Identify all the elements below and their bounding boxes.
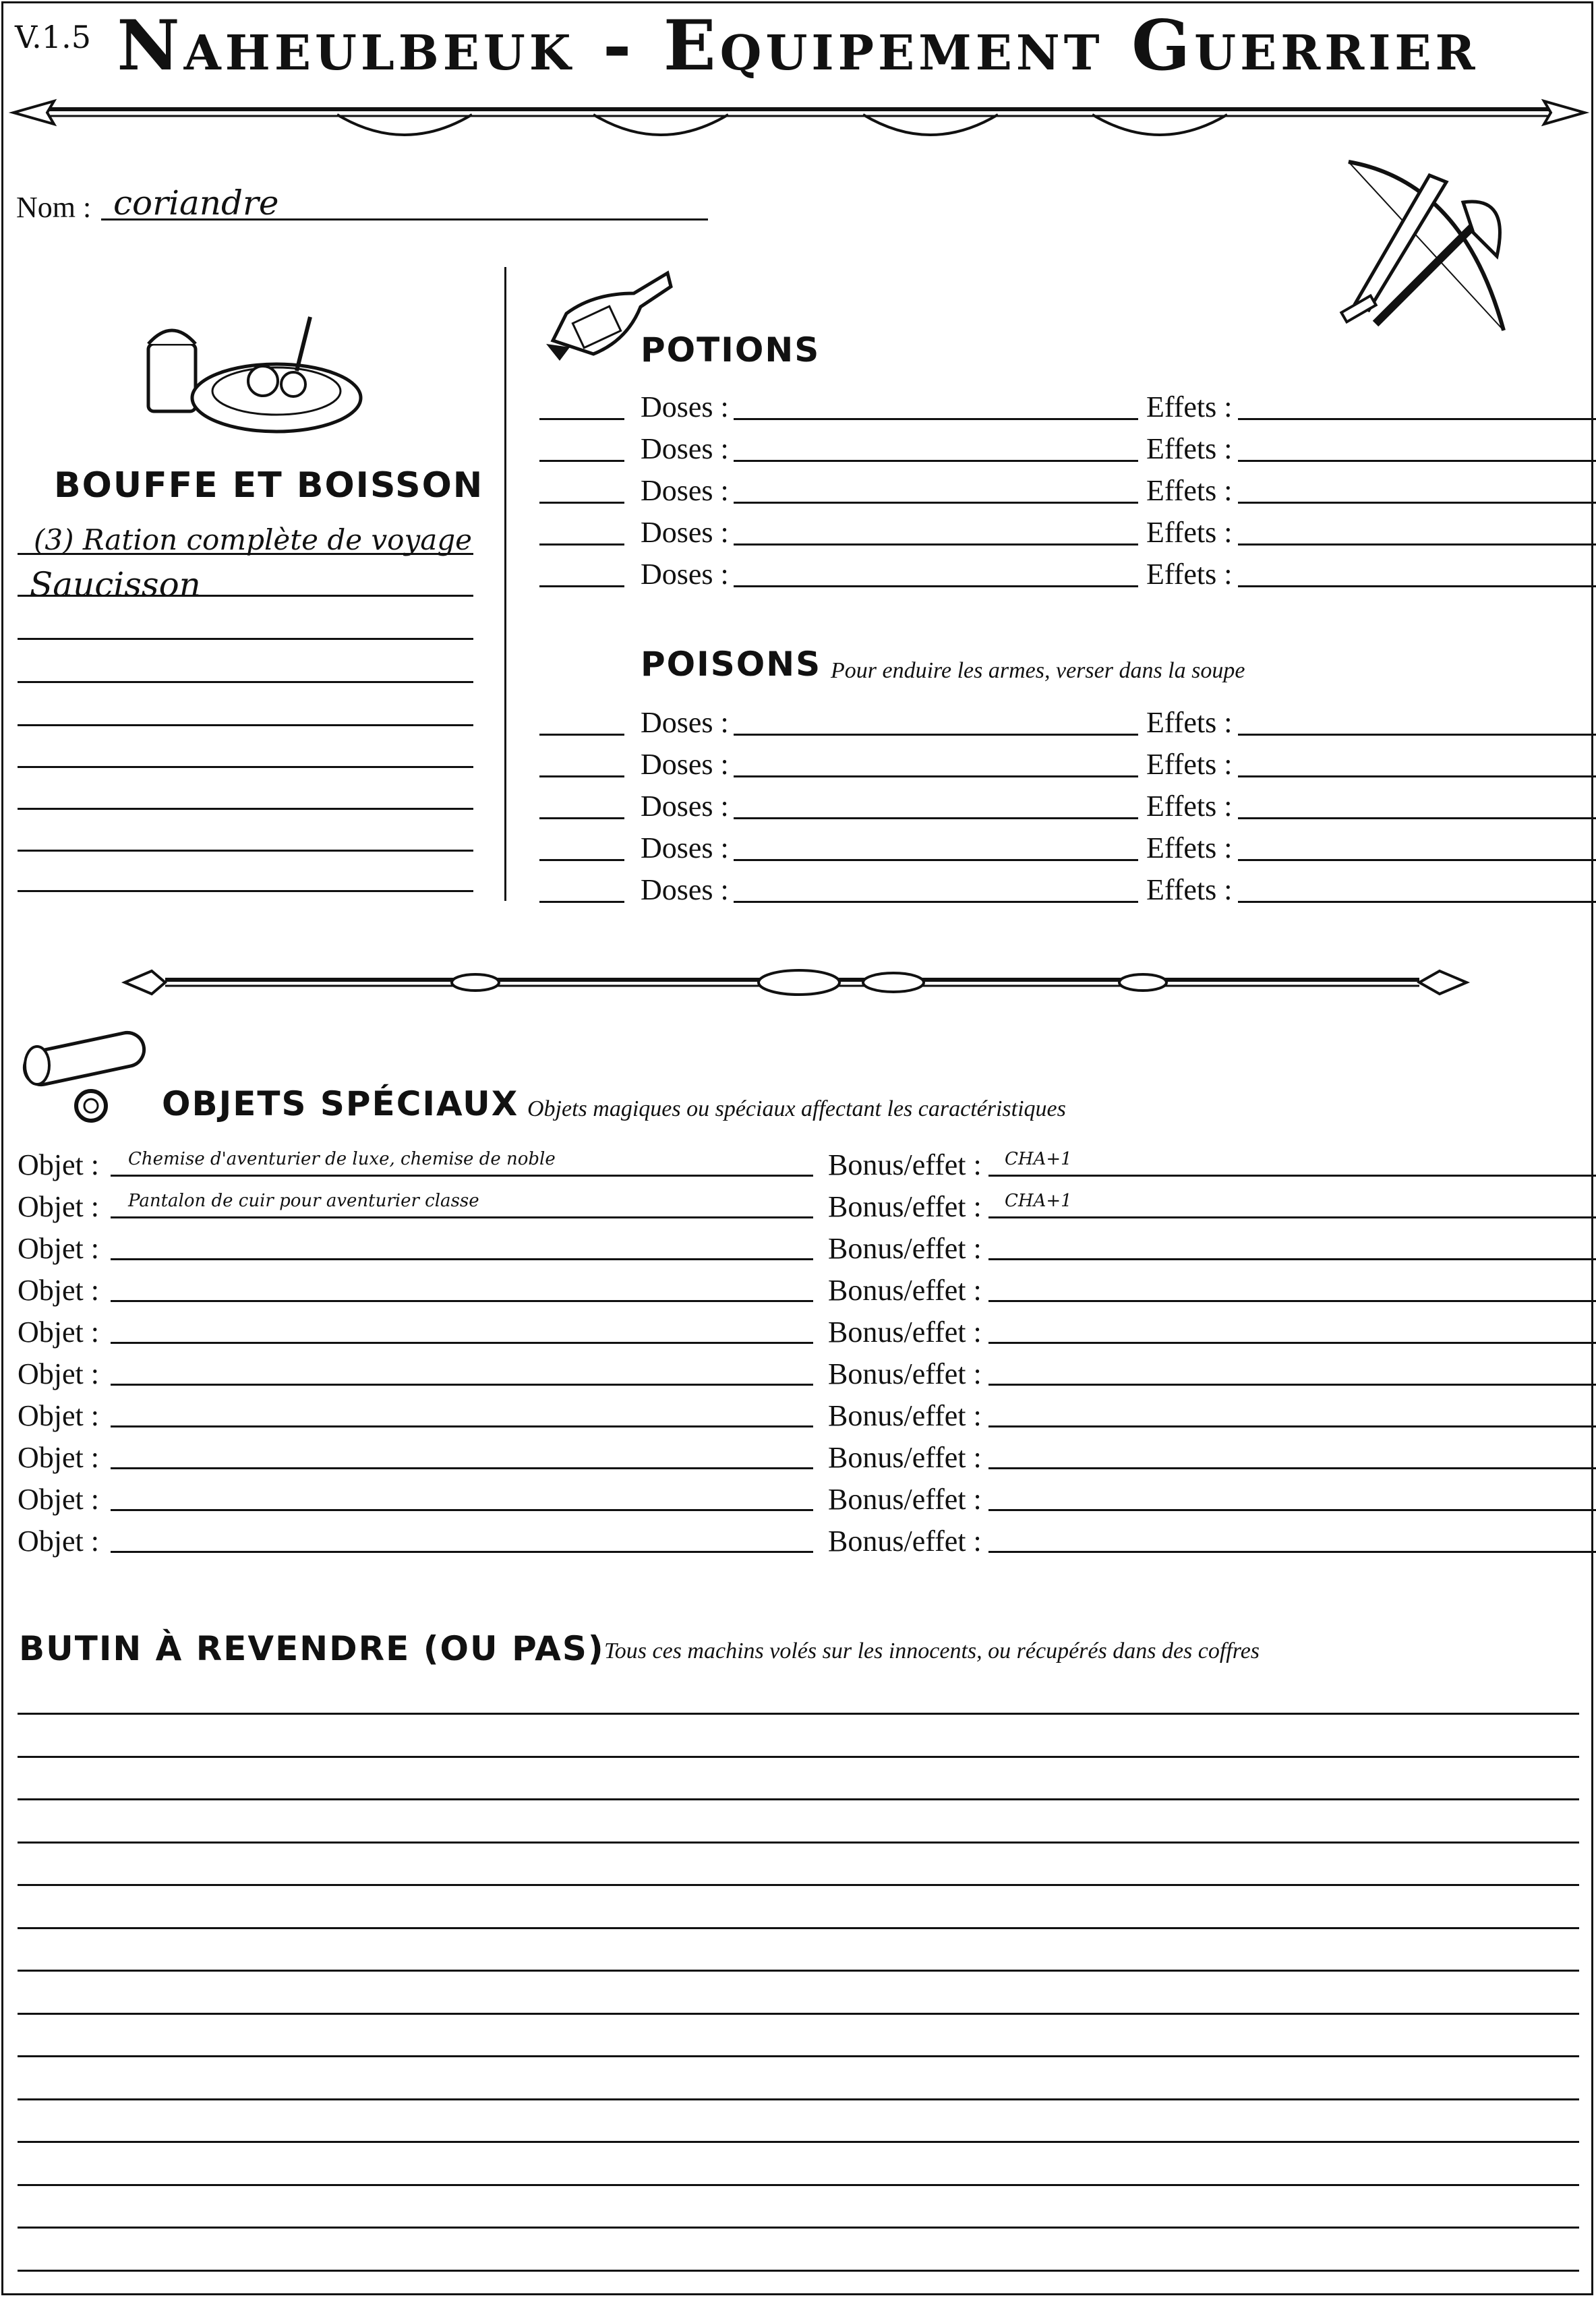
effets-field[interactable] [1238,585,1596,587]
objet-value[interactable]: Chemise d'aventurier de luxe, chemise de noble [128,1149,556,1169]
objet-field[interactable] [111,1216,813,1218]
bonus-field[interactable] [988,1258,1596,1260]
doses-label: Doses : [641,790,729,823]
doses-field[interactable] [734,901,1138,903]
food-line [18,681,473,683]
food-line [18,890,473,892]
doses-field[interactable] [734,585,1138,587]
food-line [18,766,473,768]
name-line [101,218,708,220]
effets-field[interactable] [1238,775,1596,777]
bonus-label: Bonus/effet : [828,1399,982,1432]
count-line [539,460,624,462]
food-line [18,638,473,640]
effets-label: Effets : [1146,831,1233,864]
food-plate-tankard-icon [135,303,364,438]
column-divider [504,267,506,901]
doses-label: Doses : [641,706,729,739]
bonus-field[interactable] [988,1384,1596,1386]
bonus-label: Bonus/effet : [828,1525,982,1558]
doses-label: Doses : [641,516,729,549]
objet-field[interactable] [111,1258,813,1260]
effets-label: Effets : [1146,390,1233,423]
doses-label: Doses : [641,748,729,781]
bonus-label: Bonus/effet : [828,1274,982,1307]
loot-line[interactable] [18,1884,1579,1886]
loot-heading: BUTIN À REVENDRE (OU PAS) [19,1629,605,1668]
effets-label: Effets : [1146,790,1233,823]
effets-field[interactable] [1238,901,1596,903]
loot-line[interactable] [18,2141,1579,2143]
loot-line[interactable] [18,2270,1579,2272]
objet-field[interactable] [111,1425,813,1427]
food-line [18,808,473,810]
objet-label: Objet : [18,1525,99,1558]
loot-line[interactable] [18,1798,1579,1800]
bonus-label: Bonus/effet : [828,1357,982,1390]
staff-divider-middle [125,958,1467,1005]
spear-divider-top [13,81,1585,148]
effets-field[interactable] [1238,817,1596,819]
objet-field[interactable] [111,1175,813,1177]
scroll-ring-icon [17,1028,158,1129]
loot-line[interactable] [18,2184,1579,2186]
objet-label: Objet : [18,1399,99,1432]
objet-label: Objet : [18,1232,99,1265]
bonus-field[interactable] [988,1551,1596,1553]
objet-field[interactable] [111,1551,813,1553]
count-line [539,859,624,861]
doses-field[interactable] [734,418,1138,420]
effets-label: Effets : [1146,706,1233,739]
food-item[interactable]: (3) Ration complète de voyage [34,523,472,556]
bonus-label: Bonus/effet : [828,1190,982,1223]
bonus-field[interactable] [988,1425,1596,1427]
effets-field[interactable] [1238,502,1596,504]
objet-field[interactable] [111,1509,813,1511]
objet-field[interactable] [111,1300,813,1302]
doses-label: Doses : [641,831,729,864]
doses-field[interactable] [734,859,1138,861]
doses-field[interactable] [734,460,1138,462]
bonus-field[interactable] [988,1216,1596,1218]
effets-label: Effets : [1146,474,1233,507]
bonus-label: Bonus/effet : [828,1148,982,1181]
count-line [539,817,624,819]
effets-field[interactable] [1238,734,1596,736]
count-line [539,734,624,736]
special-note: Objets magiques ou spéciaux affectant les caractéristiques [527,1096,1066,1121]
bonus-field[interactable] [988,1342,1596,1344]
count-line [539,775,624,777]
loot-line[interactable] [18,2055,1579,2057]
objet-field[interactable] [111,1342,813,1344]
doses-label: Doses : [641,474,729,507]
loot-line[interactable] [18,1970,1579,1972]
count-line [539,585,624,587]
potions-heading: POTIONS [641,330,821,370]
loot-line[interactable] [18,2227,1579,2229]
doses-label: Doses : [641,432,729,465]
name-value[interactable]: coriandre [113,183,279,223]
effets-label: Effets : [1146,873,1233,906]
doses-field[interactable] [734,734,1138,736]
objet-label: Objet : [18,1274,99,1307]
bonus-field[interactable] [988,1300,1596,1302]
name-label: Nom : [16,191,92,224]
objet-label: Objet : [18,1441,99,1474]
objet-label: Objet : [18,1483,99,1516]
loot-line[interactable] [18,1842,1579,1844]
loot-line[interactable] [18,1713,1579,1715]
loot-line[interactable] [18,1927,1579,1929]
bonus-field[interactable] [988,1509,1596,1511]
crossed-sword-axe-bow-icon [1328,155,1524,337]
version-label: V.1.5 [15,19,91,55]
doses-field[interactable] [734,775,1138,777]
effets-label: Effets : [1146,748,1233,781]
food-line [18,850,473,852]
effets-field[interactable] [1238,418,1596,420]
effets-field[interactable] [1238,543,1596,546]
effets-field[interactable] [1238,460,1596,462]
bonus-label: Bonus/effet : [828,1483,982,1516]
effets-label: Effets : [1146,516,1233,549]
objet-label: Objet : [18,1316,99,1349]
bonus-field[interactable] [988,1467,1596,1469]
bonus-label: Bonus/effet : [828,1441,982,1474]
objet-field[interactable] [111,1467,813,1469]
bonus-value[interactable]: CHA+1 [1005,1191,1072,1211]
food-item[interactable]: Saucisson [30,565,201,604]
food-line [18,724,473,726]
doses-field[interactable] [734,543,1138,546]
count-line [539,502,624,504]
doses-label: Doses : [641,873,729,906]
effets-label: Effets : [1146,432,1233,465]
food-heading: BOUFFE ET BOISSON [54,465,484,506]
effets-field[interactable] [1238,859,1596,861]
objet-value[interactable]: Pantalon de cuir pour aventurier classe [128,1191,479,1211]
bonus-value[interactable]: CHA+1 [1005,1149,1072,1169]
bonus-label: Bonus/effet : [828,1232,982,1265]
objet-field[interactable] [111,1384,813,1386]
bonus-label: Bonus/effet : [828,1316,982,1349]
poisons-heading: POISONS [641,645,822,684]
special-heading: OBJETS SPÉCIAUX [162,1084,519,1123]
page-title: Naheulbeuk - Equipement Guerrier [117,5,1479,86]
loot-line[interactable] [18,2098,1579,2100]
doses-label: Doses : [641,390,729,423]
count-line [539,901,624,903]
poisons-note: Pour enduire les armes, verser dans la soupe [831,658,1245,683]
effets-label: Effets : [1146,558,1233,591]
loot-line[interactable] [18,2013,1579,2015]
objet-label: Objet : [18,1148,99,1181]
doses-field[interactable] [734,502,1138,504]
count-line [539,418,624,420]
loot-line[interactable] [18,1756,1579,1758]
objet-label: Objet : [18,1190,99,1223]
bonus-field[interactable] [988,1175,1596,1177]
doses-field[interactable] [734,817,1138,819]
doses-label: Doses : [641,558,729,591]
count-line [539,543,624,546]
loot-note: Tous ces machins volés sur les innocents, ou récupérés dans des coffres [604,1639,1260,1663]
objet-label: Objet : [18,1357,99,1390]
